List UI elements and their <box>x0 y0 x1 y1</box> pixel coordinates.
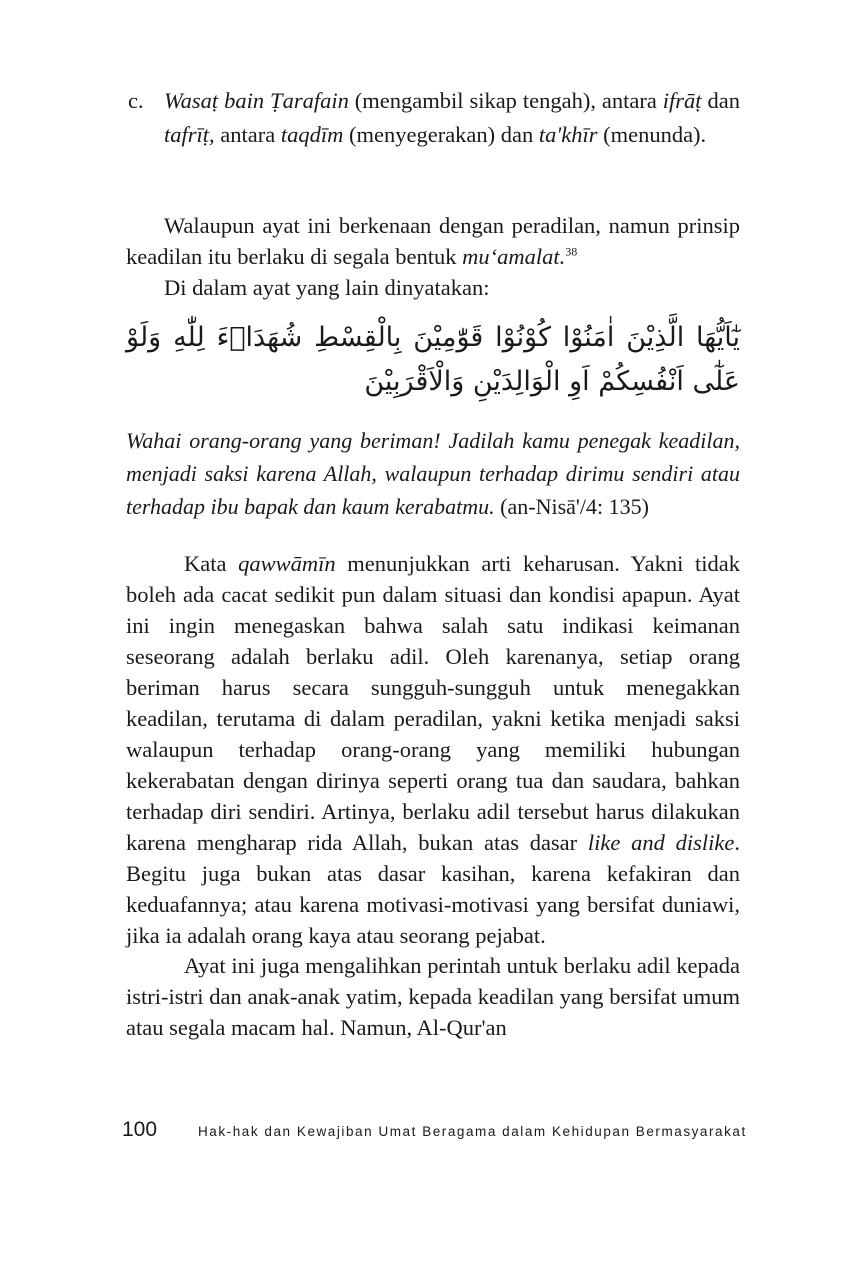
paragraph-3-text-3: . Begitu juga bukan atas dasar kasihan, karena kefakiran dan keduafannya; atau karena motivasi-motivasi yang bersifat duniawi, jika ia adalah orang kaya atau seorang pejabat. <box>126 830 740 948</box>
verse-translation <box>126 424 740 523</box>
list-text-4: (menyegerakan) dan <box>343 122 539 147</box>
term-takhir: ta'khīr <box>538 122 598 147</box>
term-tafrit: tafrīṭ, <box>164 122 215 147</box>
term-qawwamin: qawwāmīn <box>238 551 336 576</box>
list-marker: c. <box>128 88 144 113</box>
footnote-ref: 38 <box>565 244 578 259</box>
verse-citation: (an-Nisā'/4: 135) <box>494 494 649 519</box>
paragraph-3-text-1: Kata <box>184 551 239 576</box>
list-text-3: antara <box>214 122 281 147</box>
paragraph-3-text-2: menunjukkan arti keharusan. Yakni tidak boleh ada cacat sedikit pun dalam situasi dan kondisi apapun. Ayat ini ingin menegaskan bahwa salah satu indikasi keimanan seseorang adalah berlaku adil. Oleh karenanya, setiap orang beriman harus secara sungguh-sungguh untuk menegakkan keadilan, terutama di dalam peradilan, yakni ketika menjadi saksi walaupun terhadap orang-orang yang memiliki hubungan kekerabatan dengan dirinya seperti orang tua dan saudara, bahkan terhadap diri sendiri. Artinya, berlaku adil tersebut harus dilakukan karena mengharap rida Allah, bukan atas dasar <box>126 551 740 855</box>
translation-text: Wahai orang-orang yang beriman! Jadilah kamu penegak keadilan, menjadi saksi karena Allah, walaupun terhadap dirimu sendiri atau terhadap ibu bapak dan kaum kerabatmu. <box>126 428 740 519</box>
paragraph-4: Ayat ini juga mengalihkan perintah untuk berlaku adil kepada istri-istri dan anak-anak yatim, kepada keadilan yang bersifat umum atau segala macam hal. Namun, Al-Qur'an <box>126 953 740 1040</box>
running-footer-title: Hak-hak dan Kewajiban Umat Beragama dalam Kehidupan Bermasyarakat <box>198 1124 747 1139</box>
paragraph-1 <box>126 210 740 272</box>
list-text-1: (mengambil sikap tengah), antara <box>348 88 663 113</box>
list-item-body <box>164 84 740 152</box>
term-muamalat: mu‘amalat. <box>462 244 566 269</box>
paragraph-1-text: Walaupun ayat ini berkenaan dengan peradilan, namun prinsip keadilan itu berlaku di segala bentuk <box>126 213 740 269</box>
term-like-dislike: like and dislike <box>587 830 735 855</box>
term-ifrat: ifrāṭ <box>662 88 702 113</box>
paragraph-3 <box>126 548 740 951</box>
quran-verse-arabic: يٰٓاَيُّهَا الَّذِيْنَ اٰمَنُوْا كُوْنُوْا قَوّٰمِيْنَ بِالْقِسْطِ شُهَدَاۤءَ لِلّٰهِ وَلَوْ عَلٰٓى اَنْفُسِكُمْ اَوِ الْوَالِدَيْنِ وَالْاَقْرَبِيْنَ <box>126 322 740 397</box>
term-taqdim: taqdīm <box>280 122 344 147</box>
list-text-5: (menunda). <box>597 122 707 147</box>
page-number: 100 <box>122 1118 158 1141</box>
list-text-2: dan <box>701 88 740 113</box>
term-wasat: Wasaṭ bain Ṭarafain <box>164 88 349 113</box>
paragraph-2: Di dalam ayat yang lain dinyatakan: <box>164 275 490 300</box>
